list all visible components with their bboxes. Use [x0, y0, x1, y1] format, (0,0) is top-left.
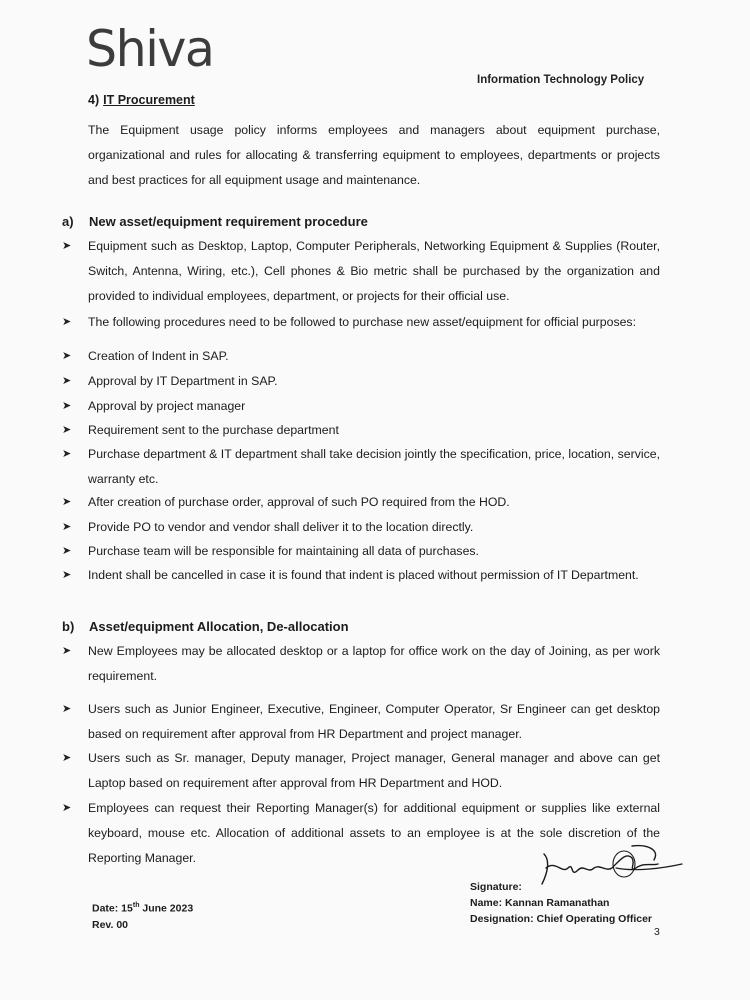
- arrowhead-bullet-icon: ➤: [62, 375, 72, 387]
- signature-label: Signature:: [470, 881, 522, 893]
- list-item: ➤ Creation of Indent in SAP.: [62, 344, 660, 369]
- signatory-designation: Designation: Chief Operating Officer: [470, 913, 653, 925]
- arrowhead-bullet-icon: ➤: [62, 645, 72, 657]
- subsection-b-title: Asset/equipment Allocation, De-allocation: [89, 619, 349, 634]
- subsection-a-title: New asset/equipment requirement procedure: [89, 214, 368, 229]
- list-item: ➤ Purchase team will be responsible for maintaining all data of purchases.: [62, 539, 660, 564]
- section-heading: [88, 93, 195, 107]
- list-item: ➤ Employees can request their Reporting Manager(s) for additional equipment or supplies like external keyboard, mouse etc. Allocation of additional assets to an employee is at the sole discretion of the Reporting Manager.: [62, 796, 660, 871]
- arrowhead-bullet-icon: ➤: [62, 350, 72, 362]
- intro-paragraph: The Equipment usage policy informs employees and managers about equipment purchase, organizational and rules for allocating & transferring equipment to employees, departments or projects and best practices for all equipment usage and maintenance.: [88, 123, 660, 187]
- footer-revision: Rev. 00: [92, 918, 128, 931]
- list-item: ➤ Users such as Junior Engineer, Executive, Engineer, Computer Operator, Sr Engineer can get desktop based on requirement after approval from HR Department and project manager.: [62, 697, 660, 747]
- arrowhead-bullet-icon: ➤: [62, 240, 72, 252]
- company-logo: Shiva: [86, 20, 214, 78]
- arrowhead-bullet-icon: ➤: [62, 316, 72, 328]
- list-item: ➤ The following procedures need to be followed to purchase new asset/equipment for official purposes:: [62, 310, 660, 335]
- arrowhead-bullet-icon: ➤: [62, 496, 72, 508]
- arrowhead-bullet-icon: ➤: [62, 545, 72, 557]
- arrowhead-bullet-icon: ➤: [62, 424, 72, 436]
- list-item: ➤ Provide PO to vendor and vendor shall deliver it to the location directly.: [62, 515, 660, 540]
- arrowhead-bullet-icon: ➤: [62, 752, 72, 764]
- section-title: IT Procurement: [103, 93, 195, 107]
- section-number: 4): [88, 93, 100, 107]
- list-item: ➤ Indent shall be cancelled in case it is found that indent is placed without permission of IT Department.: [62, 563, 660, 588]
- arrowhead-bullet-icon: ➤: [62, 400, 72, 412]
- list-item: ➤ New Employees may be allocated desktop or a laptop for office work on the day of Joining, as per work requirement.: [62, 639, 660, 689]
- list-item: ➤ After creation of purchase order, approval of such PO required from the HOD.: [62, 490, 660, 515]
- arrowhead-bullet-icon: ➤: [62, 448, 72, 460]
- signatory-name: Name: Kannan Ramanathan: [470, 897, 610, 909]
- list-item: ➤ Purchase department & IT department shall take decision jointly the specification, price, location, service, warranty etc.: [62, 442, 660, 492]
- list-item: ➤ Approval by IT Department in SAP.: [62, 369, 660, 394]
- footer-date: Date: 15th June 2023: [92, 902, 194, 915]
- subsection-b-letter: b): [62, 619, 75, 634]
- list-item: ➤ Approval by project manager: [62, 394, 660, 419]
- page-number: 3: [654, 926, 660, 938]
- footer-date-block: [92, 898, 193, 933]
- list-item: ➤ Users such as Sr. manager, Deputy manager, Project manager, General manager and above can get Laptop based on requirement after approval from HR Department and HOD.: [62, 746, 660, 796]
- arrowhead-bullet-icon: ➤: [62, 802, 72, 814]
- subsection-a-letter: a): [62, 214, 74, 229]
- list-item: ➤ Requirement sent to the purchase department: [62, 418, 660, 443]
- arrowhead-bullet-icon: ➤: [62, 569, 72, 581]
- footer-signatory-block: [470, 879, 652, 927]
- list-item: ➤ Equipment such as Desktop, Laptop, Computer Peripherals, Networking Equipment & Supplies (Router, Switch, Antenna, Wiring, etc.), Cell phones & Bio metric shall be purchased by the organization and provided to individual employees, department, or projects for their official use.: [62, 234, 660, 309]
- arrowhead-bullet-icon: ➤: [62, 521, 72, 533]
- header-title: Information Technology Policy: [477, 74, 645, 86]
- arrowhead-bullet-icon: ➤: [62, 703, 72, 715]
